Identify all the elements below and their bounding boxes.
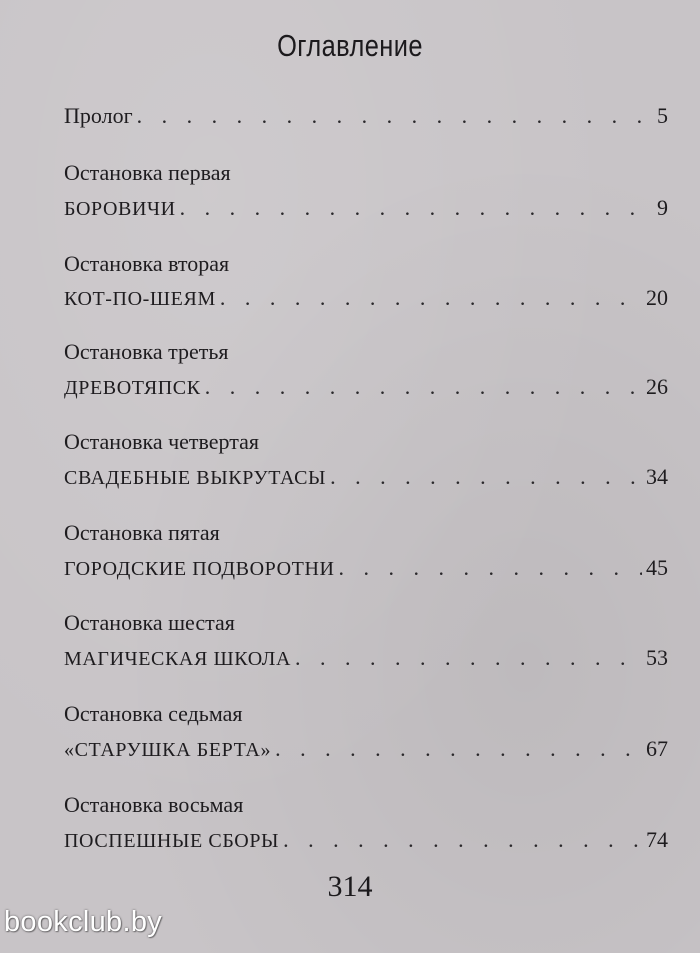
toc-stop-heading: Остановка первая <box>64 160 231 185</box>
page-number: 314 <box>327 870 373 903</box>
toc-stop-heading: Остановка четвертая <box>64 429 260 454</box>
toc-stop-heading: Остановка вторая <box>64 251 230 276</box>
dot-leader <box>275 734 642 764</box>
dot-leader <box>205 372 642 402</box>
toc-entry-label: Пролог <box>64 103 133 128</box>
toc-entry-label: МАГИЧЕСКАЯ ШКОЛА <box>64 648 291 670</box>
toc-entry-label: «СТАРУШКА БЕРТА» <box>64 739 272 761</box>
toc-row <box>64 643 668 673</box>
toc-row <box>64 553 668 583</box>
dot-leader <box>220 283 642 313</box>
dot-leader <box>283 825 642 855</box>
toc-entry-label: ПОСПЕШНЫЕ СБОРЫ <box>64 830 280 852</box>
toc-stop-heading: Остановка седьмая <box>64 701 243 726</box>
dot-leader <box>295 643 642 673</box>
toc-row <box>64 825 668 855</box>
toc-row <box>64 193 668 223</box>
toc-page-number: 20 <box>646 285 668 310</box>
toc-entry-label: КОТ-ПО-ШЕЯМ <box>64 288 216 310</box>
toc-page-number: 67 <box>646 736 668 761</box>
toc-row <box>64 372 668 402</box>
toc-entry-label: БОРОВИЧИ <box>64 198 176 220</box>
toc-page-number: 9 <box>657 195 668 220</box>
toc-row <box>64 283 668 313</box>
toc-row <box>64 462 668 492</box>
dot-leader <box>180 193 653 223</box>
toc-page-number: 26 <box>646 374 668 399</box>
page-title: Оглавление <box>277 28 423 63</box>
toc-entry-label: ДРЕВОТЯПСК <box>64 377 201 399</box>
toc-entry-label: ГОРОДСКИЕ ПОДВОРОТНИ <box>64 558 335 580</box>
toc-stop-heading: Остановка шестая <box>64 610 235 635</box>
toc-stop-heading: Остановка третья <box>64 339 229 364</box>
toc-page-number: 45 <box>646 555 668 580</box>
toc-page-number: 53 <box>646 645 668 670</box>
dot-leader <box>137 101 653 131</box>
toc-page-number: 74 <box>646 827 668 852</box>
toc-stop-heading: Остановка восьмая <box>64 792 244 817</box>
toc-row <box>64 734 668 764</box>
toc-entry-label: СВАДЕБНЫЕ ВЫКРУТАСЫ <box>64 467 327 489</box>
watermark: bookclub.by <box>4 906 163 938</box>
toc-stop-heading: Остановка пятая <box>64 520 220 545</box>
toc-page-number: 5 <box>657 103 668 128</box>
dot-leader <box>330 462 642 492</box>
dot-leader <box>339 553 642 583</box>
toc-page-number: 34 <box>646 464 668 489</box>
toc-row-prologue <box>64 101 668 131</box>
